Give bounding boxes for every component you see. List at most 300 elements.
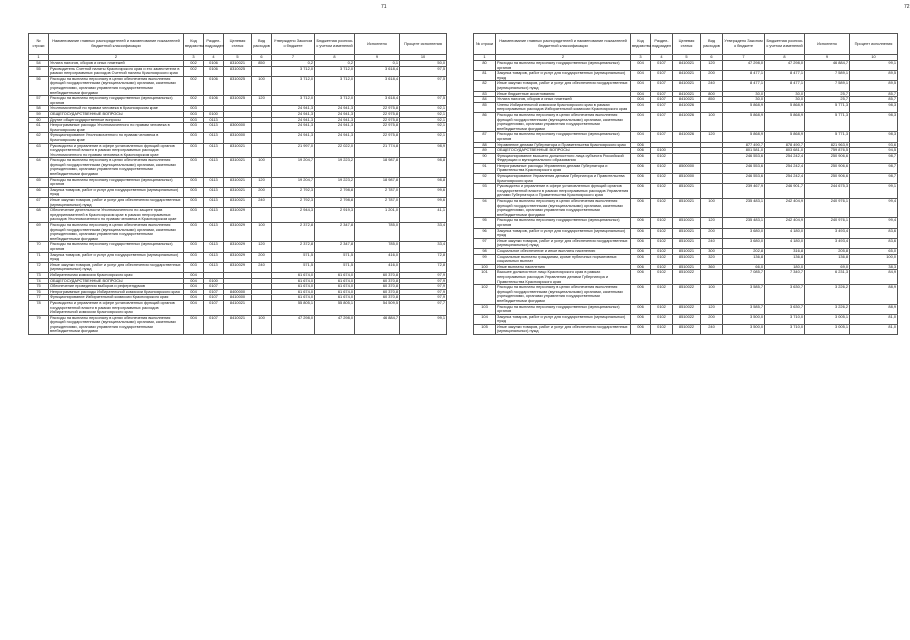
budget-amount: 55 805,1 [315, 300, 355, 315]
expense-type: 200 [701, 314, 723, 324]
row-number: 71 [29, 252, 49, 262]
section-code: 0102 [651, 228, 673, 238]
approved-amount: 61 674,0 [272, 295, 315, 301]
agency-code: 004 [631, 112, 651, 131]
budget-amount: 24 941,3 [315, 133, 355, 143]
expense-type: 100 [252, 223, 272, 242]
row-number: 102 [474, 285, 496, 304]
agency-code: 006 [631, 228, 651, 238]
table-row [474, 174, 898, 184]
execution-percent: 99,1 [850, 61, 898, 71]
expense-type [252, 208, 272, 223]
expense-type: 240 [252, 262, 272, 272]
executed-amount: 136,8 [805, 254, 850, 264]
col-number: 8 [315, 55, 355, 61]
execution-percent: 33,4 [400, 223, 447, 242]
approved-amount: 2 372,8 [272, 242, 315, 252]
col-number: 3 [184, 55, 204, 61]
budget-amount: 8 477,1 [765, 81, 805, 91]
agency-code: 006 [631, 142, 651, 148]
table-row [29, 315, 447, 334]
execution-percent: 98,7 [850, 153, 898, 163]
col-header-type: Вид расходов [252, 34, 272, 55]
item-name: Иные закупки товаров, работ и услуг для обеспечения государственных (муниципальных) нужд [496, 324, 631, 334]
col-header-budget: Бюджетная роспись с учетом изменений [315, 34, 355, 55]
item-name: Обеспечение проведения выборов и референдумов [49, 284, 184, 290]
budget-amount: 30,0 [765, 91, 805, 97]
item-name: Руководство и управление в сфере установленных функций органов государственной власти в рамках непрограммных расходов Управления делами Губернатора и Правительства Красноярского края [496, 184, 631, 199]
budget-amount: 316,8 [765, 248, 805, 254]
executed-amount: 0,1 [355, 61, 400, 67]
row-number: 70 [29, 242, 49, 252]
target-code: 8310021 [224, 158, 252, 177]
row-number: 88 [474, 142, 496, 148]
executed-amount: 18 987,8 [355, 158, 400, 177]
item-name: Иные бюджетные ассигнования [496, 91, 631, 97]
budget-amount: 61 674,0 [315, 272, 355, 278]
item-name: Расходы на выплаты персоналу государственных (муниципальных) органов [49, 177, 184, 187]
expense-type: 800 [701, 91, 723, 97]
item-name: Непрограммные расходы Управления делами Губернатора и Правительства Красноярского края [496, 163, 631, 173]
col-header-number: № строки [29, 34, 49, 55]
row-number: 78 [29, 300, 49, 315]
approved-amount: 239 467,9 [723, 184, 765, 199]
row-number: 100 [474, 264, 496, 270]
section-code: 0102 [651, 199, 673, 218]
approved-amount: 19 204,7 [272, 158, 315, 177]
table-body-left [29, 61, 447, 335]
table-row [29, 123, 447, 133]
approved-amount: 55 805,1 [272, 300, 315, 315]
section-code: 0102 [651, 285, 673, 304]
section-code: 0113 [204, 198, 224, 208]
executed-amount: 46 884,7 [355, 315, 400, 334]
row-number: 67 [29, 198, 49, 208]
section-code: 0113 [204, 123, 224, 133]
col-number: 3 [631, 55, 651, 61]
executed-amount: 69,0 [805, 264, 850, 270]
col-number: 2 [49, 55, 184, 61]
col-number: 2 [496, 55, 631, 61]
target-code: 8510022 [673, 270, 701, 285]
budget-amount: 3 712,0 [315, 66, 355, 76]
col-number: 6 [252, 55, 272, 61]
executed-amount: 21 774,8 [355, 143, 400, 158]
agency-code: 004 [631, 102, 651, 112]
budget-amount: 8 477,1 [765, 71, 805, 81]
approved-amount: 136,8 [723, 254, 765, 264]
expense-type: 360 [701, 264, 723, 270]
table-row [29, 198, 447, 208]
target-code: 8410026 [673, 102, 701, 112]
executed-amount: 3 618,4 [355, 76, 400, 95]
approved-amount: 877 490,7 [723, 142, 765, 148]
section-code: 0100 [204, 111, 224, 117]
section-code: 0107 [651, 81, 673, 91]
budget-amount: 61 674,0 [315, 295, 355, 301]
execution-percent: 99,6 [400, 187, 447, 197]
executed-amount: 205,8 [805, 248, 850, 254]
approved-amount: 3 585,7 [723, 285, 765, 304]
executed-amount: 6 231,3 [805, 270, 850, 285]
execution-percent: 84,9 [850, 270, 898, 285]
approved-amount: 3 500,0 [723, 324, 765, 334]
item-name: Руководство и управление в сфере установленных функций органов государственной власти в рамках непрограммных расходов Избирательной комиссии Красноярского края [49, 300, 184, 315]
target-code: 8510021 [673, 228, 701, 238]
agency-code: 006 [631, 285, 651, 304]
row-number: 65 [29, 177, 49, 187]
execution-percent: 41,1 [400, 208, 447, 223]
executed-amount: 821 963,9 [805, 142, 850, 148]
execution-percent: 99,4 [850, 199, 898, 218]
section-code: 0107 [204, 295, 224, 301]
item-name: Расходы на выплаты персоналу в целях обеспечения выполнения функций государственными (муниципальными) органами, казенными учреждениями, органами управления государственными внебюджетными фондами [496, 285, 631, 304]
item-name: Уполномоченный по правам человека в Красноярском крае [49, 106, 184, 112]
execution-percent: 38,3 [850, 264, 898, 270]
target-code: 8310021 [224, 143, 252, 158]
budget-amount: 61 674,0 [315, 284, 355, 290]
agency-code: 003 [184, 106, 204, 112]
table-row [29, 208, 447, 223]
executed-amount: 785,0 [355, 242, 400, 252]
agency-code: 006 [631, 314, 651, 324]
approved-amount: 7 085,7 [723, 270, 765, 285]
budget-amount: 4 180,0 [765, 228, 805, 238]
section-code: 0113 [204, 158, 224, 177]
executed-amount: 240 976,1 [805, 218, 850, 228]
execution-percent: 92,1 [400, 111, 447, 117]
agency-code: 006 [631, 270, 651, 285]
section-code: 0100 [651, 148, 673, 154]
executed-amount: 5 771,3 [805, 102, 850, 112]
executed-amount: 3 493,4 [805, 228, 850, 238]
execution-percent: 98,3 [850, 112, 898, 131]
expense-type: 120 [252, 242, 272, 252]
budget-amount: 254 242,4 [765, 153, 805, 163]
budget-amount: 3 710,0 [765, 324, 805, 334]
item-name: ОБЩЕГОСУДАРСТВЕННЫЕ ВОПРОСЫ [49, 111, 184, 117]
agency-code: 004 [184, 284, 204, 290]
row-number: 64 [29, 158, 49, 177]
item-name: Расходы на выплаты персоналу государственных (муниципальных) органов [496, 132, 631, 142]
budget-amount: 246 901,7 [765, 184, 805, 199]
col-number: 5 [673, 55, 701, 61]
execution-percent: 92,1 [400, 123, 447, 133]
budget-table-right [473, 33, 898, 335]
agency-code: 004 [184, 315, 204, 334]
executed-amount: 22 975,8 [355, 133, 400, 143]
executed-amount: 54 509,5 [355, 300, 400, 315]
col-number: 10 [850, 55, 898, 61]
agency-code: 004 [631, 97, 651, 103]
target-code: 8410021 [673, 71, 701, 81]
table-row [474, 304, 898, 314]
expense-type: 240 [701, 81, 723, 91]
expense-type: 100 [252, 76, 272, 95]
approved-amount: 3 712,0 [272, 76, 315, 95]
approved-amount: 3 680,0 [723, 238, 765, 248]
execution-percent: 98,8 [400, 158, 447, 177]
table-row [29, 262, 447, 272]
approved-amount: 21 997,0 [272, 143, 315, 158]
agency-code: 006 [631, 304, 651, 314]
executed-amount: 3 005,1 [805, 314, 850, 324]
agency-code: 004 [184, 289, 204, 295]
budget-amount: 2 798,8 [315, 187, 355, 197]
approved-amount: 30,0 [723, 91, 765, 97]
item-name: Закупка товаров, работ и услуг для государственных (муниципальных) нужд [496, 228, 631, 238]
agency-code: 006 [631, 218, 651, 228]
expense-type: 240 [252, 198, 272, 208]
col-number: 7 [272, 55, 315, 61]
budget-amount: 3 630,7 [765, 304, 805, 314]
item-name: ОБЩЕГОСУДАРСТВЕННЫЕ ВОПРОСЫ [49, 278, 184, 284]
budget-amount: 24 941,3 [315, 111, 355, 117]
approved-amount: 24 941,3 [272, 123, 315, 133]
target-code: 8310029 [224, 223, 252, 242]
budget-amount: 571,5 [315, 262, 355, 272]
item-name: Иные закупки товаров, работ и услуг для обеспечения государственных (муниципальных) нужд [49, 198, 184, 208]
agency-code: 004 [184, 278, 204, 284]
expense-type: 200 [701, 71, 723, 81]
section-code: 0113 [204, 133, 224, 143]
section-code: 0106 [204, 96, 224, 106]
target-code: 8310000 [224, 133, 252, 143]
section-code: 0102 [651, 324, 673, 334]
col-header-target: Целевая статья [224, 34, 252, 55]
budget-amount: 47 298,0 [315, 315, 355, 334]
expense-type [701, 174, 723, 184]
section-code: 0107 [204, 300, 224, 315]
target-code: 8310029 [224, 208, 252, 223]
approved-amount: 246 553,6 [723, 153, 765, 163]
budget-amount: 30,0 [765, 97, 805, 103]
section-code: 0102 [651, 218, 673, 228]
executed-amount: 250 906,6 [805, 174, 850, 184]
budget-amount: 3 712,0 [315, 76, 355, 95]
item-name: Социальные выплаты гражданам, кроме публичных нормативных социальных выплат [496, 254, 631, 264]
target-code: 8510022 [673, 285, 701, 304]
execution-percent: 83,6 [850, 238, 898, 248]
target-code: 8510021 [673, 199, 701, 218]
table-row [29, 300, 447, 315]
budget-amount: 0,2 [315, 61, 355, 67]
col-header-number: № строки [474, 34, 496, 55]
budget-table-left [28, 33, 447, 335]
budget-amount: 61 674,0 [315, 278, 355, 284]
execution-percent: 100,0 [850, 254, 898, 264]
col-header-section: Раздел-подраздел [204, 34, 224, 55]
row-number: 105 [474, 324, 496, 334]
item-name: Расходы на выплаты персоналу государственных (муниципальных) органов [496, 218, 631, 228]
section-code: 0107 [651, 102, 673, 112]
table-row [474, 314, 898, 324]
expense-type [701, 153, 723, 163]
section-code: 0113 [204, 252, 224, 262]
budget-amount: 2 347,8 [315, 223, 355, 242]
execution-percent: 92,1 [400, 106, 447, 112]
col-number: 4 [651, 55, 673, 61]
expense-type: 300 [701, 248, 723, 254]
approved-amount: 2 792,3 [272, 198, 315, 208]
section-code: 0107 [651, 112, 673, 131]
row-number: 59 [29, 111, 49, 117]
item-name: Функционирование Уполномоченного по правам человека в Красноярском крае [49, 133, 184, 143]
agency-code: 006 [631, 324, 651, 334]
executed-amount: 416,0 [355, 252, 400, 262]
budget-amount: 19 223,2 [315, 158, 355, 177]
agency-code: 003 [184, 198, 204, 208]
table-row [29, 76, 447, 95]
execution-percent: 65,0 [850, 248, 898, 254]
execution-percent: 85,7 [850, 97, 898, 103]
approved-amount: 2 792,3 [272, 187, 315, 197]
table-row [474, 238, 898, 248]
target-code: 8510021 [673, 254, 701, 264]
section-code: 0102 [651, 264, 673, 270]
expense-type: 100 [252, 158, 272, 177]
section-code: 0113 [204, 187, 224, 197]
approved-amount: 5 868,9 [723, 112, 765, 131]
table-row [474, 324, 898, 334]
agency-code: 004 [631, 132, 651, 142]
budget-amount: 878 490,7 [765, 142, 805, 148]
item-name: Закупка товаров, работ и услуг для государственных (муниципальных) нужд [49, 252, 184, 262]
target-code: 8310021 [224, 177, 252, 187]
agency-code: 004 [184, 295, 204, 301]
execution-percent: 81,0 [850, 314, 898, 324]
executed-amount: 3 618,4 [355, 66, 400, 76]
col-header-executed: Исполнено [355, 34, 400, 55]
target-code: 8410021 [224, 300, 252, 315]
item-name: Социальное обеспечение и иные выплаты населению [496, 248, 631, 254]
execution-percent: 98,9 [400, 143, 447, 158]
col-header-agency: Код ведомства [184, 34, 204, 55]
target-code: 8410021 [673, 81, 701, 91]
page-number: 71 [381, 4, 387, 10]
agency-code: 002 [184, 66, 204, 76]
row-number: 90 [474, 153, 496, 163]
expense-type: 850 [701, 97, 723, 103]
row-number: 72 [29, 262, 49, 272]
executed-amount: 3 226,2 [805, 304, 850, 314]
header-row [474, 34, 898, 55]
expense-type: 120 [252, 177, 272, 187]
row-number: 57 [29, 96, 49, 106]
target-code: 8510021 [673, 238, 701, 248]
col-header-percent: Процент исполнения [850, 34, 898, 55]
target-code: 8300000 [224, 123, 252, 133]
budget-amount: 61 674,0 [315, 289, 355, 295]
item-name: Расходы на выплаты персоналу государственных (муниципальных) органов [496, 61, 631, 71]
budget-amount: 24 941,3 [315, 106, 355, 112]
budget-amount: 136,8 [765, 254, 805, 264]
section-code: 0106 [204, 66, 224, 76]
executed-amount: 18 987,8 [355, 177, 400, 187]
row-number: 101 [474, 270, 496, 285]
section-code: 0102 [651, 314, 673, 324]
item-name: Иные закупки товаров, работ и услуг для обеспечения государственных (муниципальных) нужд [49, 262, 184, 272]
approved-amount: 801 581,0 [723, 148, 765, 154]
item-name: Уплата налогов, сборов и иных платежей [49, 61, 184, 67]
item-name: Функционирование Управления делами Губернатора и Правительства Красноярского края [496, 174, 631, 184]
target-code: 8410021 [673, 97, 701, 103]
item-name: Расходы на выплаты персоналу в целях обеспечения выполнения функций государственными (муниципальными) органами, казенными учреждениями, органами управления государственными внебюджетными фондами [496, 199, 631, 218]
section-code: 0102 [651, 254, 673, 264]
agency-code: 006 [631, 163, 651, 173]
target-code: 8410026 [673, 132, 701, 142]
col-header-budget: Бюджетная роспись с учетом изменений [765, 34, 805, 55]
executed-amount: 22 975,8 [355, 111, 400, 117]
table-row [29, 242, 447, 252]
col-number: 10 [400, 55, 447, 61]
target-code: 8310025 [224, 76, 252, 95]
approved-amount: 2 944,3 [272, 208, 315, 223]
approved-amount: 571,5 [272, 262, 315, 272]
executed-amount: 244 675,3 [805, 184, 850, 199]
execution-percent: 93,6 [850, 142, 898, 148]
item-name: Закупка товаров, работ и услуг для государственных (муниципальных) нужд [496, 314, 631, 324]
agency-code: 006 [631, 264, 651, 270]
row-number: 55 [29, 66, 49, 76]
execution-percent: 98,3 [850, 132, 898, 142]
row-number: 82 [474, 81, 496, 91]
item-name: Расходы на выплаты персоналу государственных (муниципальных) органов [49, 96, 184, 106]
agency-code: 006 [631, 153, 651, 163]
row-number: 103 [474, 304, 496, 314]
approved-amount: 47 298,0 [272, 315, 315, 334]
budget-amount: 571,5 [315, 252, 355, 262]
approved-amount: 19 204,7 [272, 177, 315, 187]
section-code: 0102 [651, 238, 673, 248]
row-number: 60 [29, 117, 49, 123]
budget-amount: 254 242,4 [765, 174, 805, 184]
row-number: 91 [474, 163, 496, 173]
agency-code: 003 [184, 242, 204, 252]
execution-percent: 72,8 [400, 252, 447, 262]
item-name: Расходы на выплаты персоналу в целях обеспечения выполнения функций государственными (муниципальными) органами, казенными учреждениями, органами управления государственными внебюджетными фондами [49, 315, 184, 334]
target-code: 8310029 [224, 262, 252, 272]
approved-amount: 61 674,0 [272, 289, 315, 295]
item-name: Расходы на выплаты персоналу в целях обеспечения выполнения функций государственными (муниципальными) органами, казенными учреждениями, органами управления государственными внебюджетными фондами [49, 158, 184, 177]
agency-code: 002 [184, 76, 204, 95]
section-code: 0107 [204, 284, 224, 290]
execution-percent: 97,5 [400, 96, 447, 106]
section-code: 0102 [651, 184, 673, 199]
approved-amount: 235 483,1 [723, 199, 765, 218]
col-header-executed: Исполнено [805, 34, 850, 55]
expense-type: 120 [701, 218, 723, 228]
target-code: 8310021 [224, 198, 252, 208]
expense-type: 320 [701, 254, 723, 264]
target-code: 8310025 [224, 66, 252, 76]
execution-percent: 89,5 [850, 81, 898, 91]
table-row [474, 218, 898, 228]
execution-percent: 97,5 [400, 66, 447, 76]
execution-percent: 97,9 [400, 278, 447, 284]
budget-amount: 5 868,9 [765, 132, 805, 142]
approved-amount: 30,0 [723, 97, 765, 103]
approved-amount: 24 941,3 [272, 111, 315, 117]
agency-code: 006 [631, 174, 651, 184]
section-code: 0113 [204, 117, 224, 123]
expense-type [701, 163, 723, 173]
section-code: 0107 [204, 315, 224, 334]
row-number: 76 [29, 289, 49, 295]
row-number: 84 [474, 97, 496, 103]
execution-percent: 33,4 [400, 242, 447, 252]
budget-amount: 22 022,0 [315, 143, 355, 158]
